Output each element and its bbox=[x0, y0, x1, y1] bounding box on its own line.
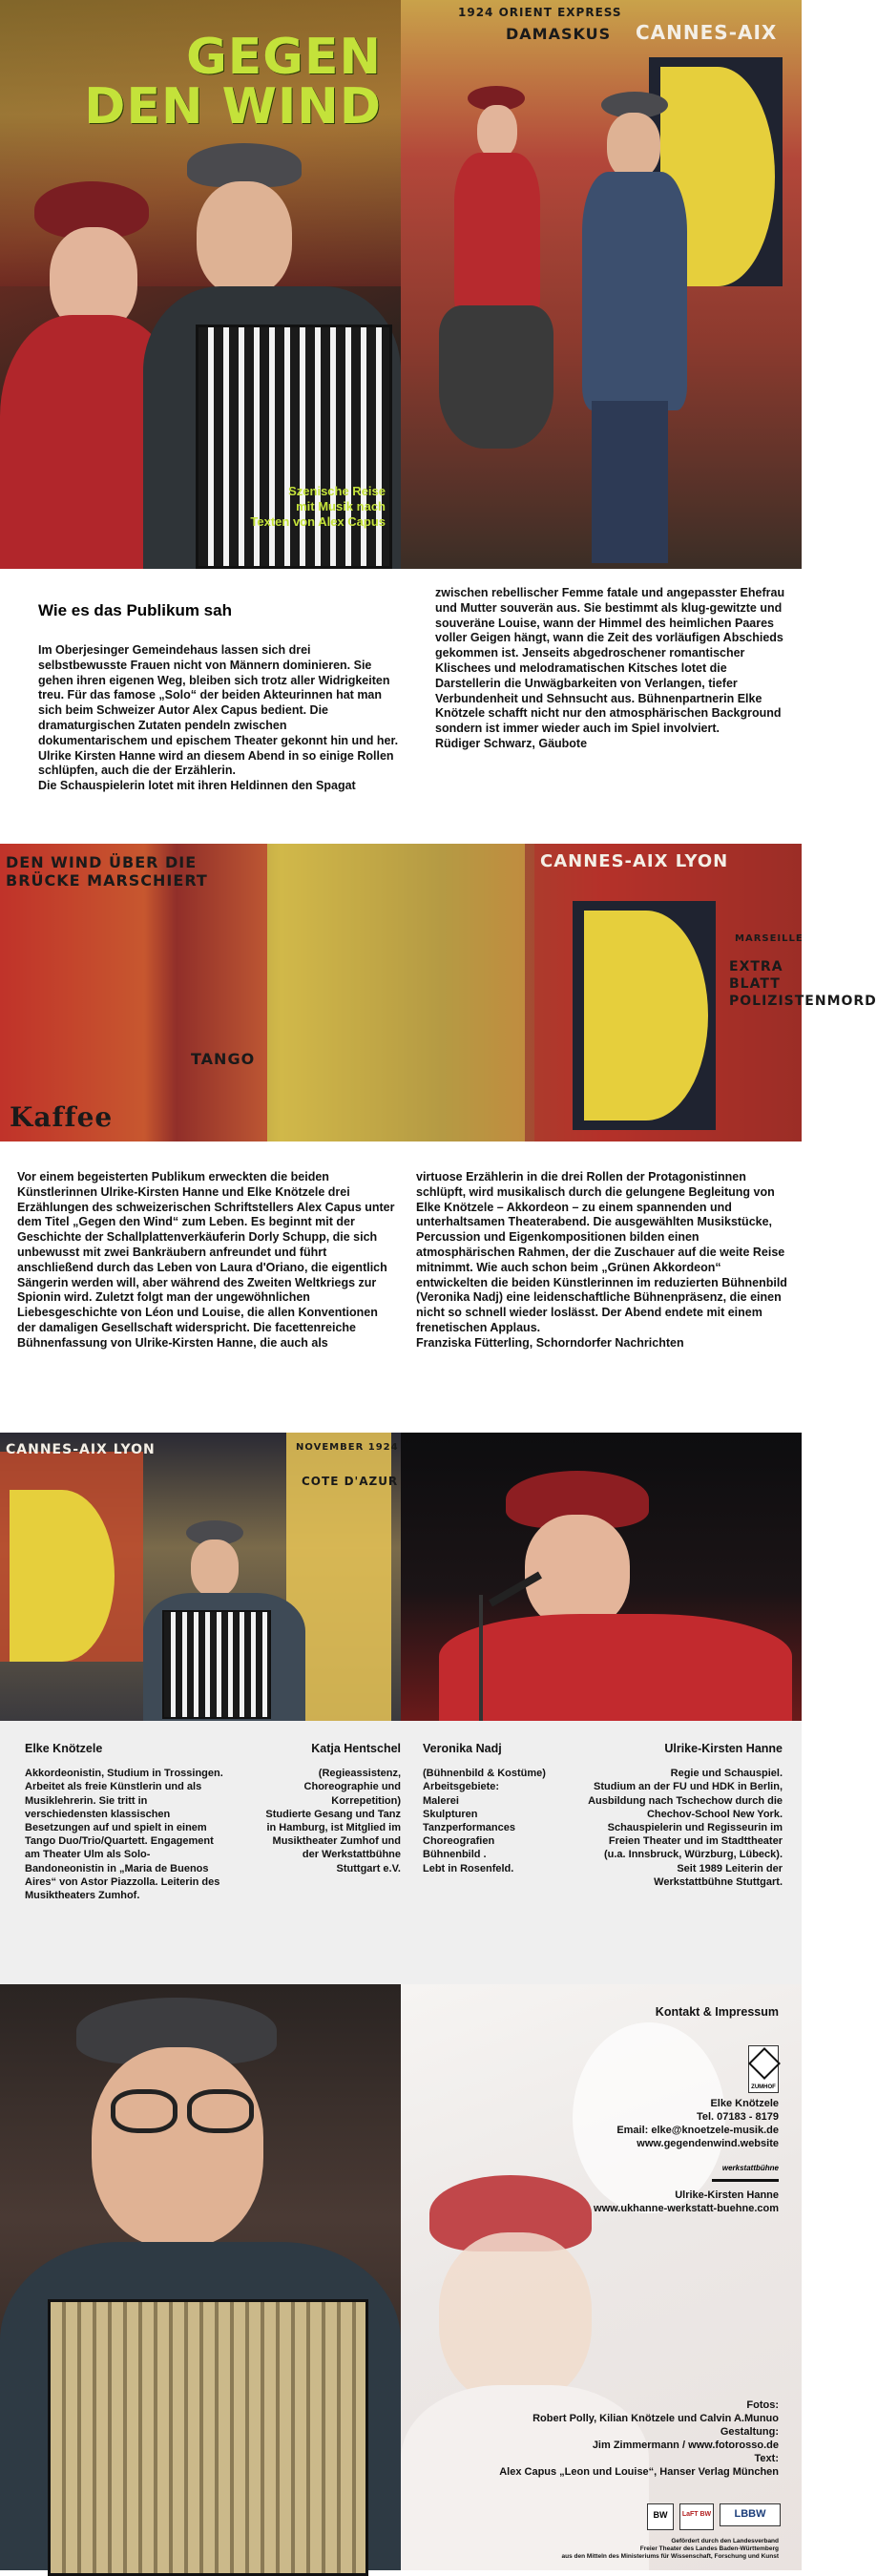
review-1-author: Rüdiger Schwarz, Gäubote bbox=[435, 736, 588, 750]
review-2-left-p1: Vor einem begeisterten Publikum erweckten die beiden Künstlerinnen Ulrike-Kirsten Hanne und Elke Knötzele drei Erzählungen des schweizerischen Schriftstellers Alex Capus unter dem Titel „Gegen den Wind“ zum Leben. Es beginnt mit der Geschichte der Schallplattenverkäuferin Dorly Schupp, die sich unbewusst mit zwei Bankräubern anfreundet und führt anschließend durch das Leben von Laura d'Oriano, die eigentlich Sängerin werden will, aber während des Zweiten Weltkriegs zur Spionin wird. Zuletzt folgt man der ungewöhnlichen Liebesgeschichte von Léon und Louise, die allen Konventionen der damaligen Gesellschaft widerspricht. Die facettenreiche Bühnenfassung von Ulrike-Kirsten Hanne, die auch als bbox=[17, 1170, 395, 1350]
review-2-left-column bbox=[17, 1170, 399, 1351]
credit-veronika-line: Malerei bbox=[423, 1794, 459, 1807]
credit-veronika-line: Skulpturen bbox=[423, 1808, 478, 1820]
sign-cannes-aix-lyon-2: CANNES-AIX LYON bbox=[6, 1442, 156, 1457]
review-2-author: Franziska Fütterling, Schorndorfer Nachrichten bbox=[416, 1335, 684, 1350]
hero-title-line2: DEN WIND bbox=[84, 78, 382, 136]
review-1-left-p1: Im Oberjesinger Gemeindehaus lassen sich drei selbstbewusste Frauen nicht von Männern dominieren. Sie gehen ihren eigenen Weg, bleiben sich trotz aller Widrigkeiten treu. Für das famose „Solo“ der beiden Akteurinnen hat man sich beim Schweizer Autor Alex Capus bedient. Die dramaturgischen Zutaten pendeln zwischen dokumentarischem und epischem Theater gekonnt hin und her. Ulrike Kirsten Hanne wird an diesem Abend in so einige Rollen schlüpfen, auch die der Erzählerin. bbox=[38, 643, 399, 778]
credit-elke-name: Elke Knötzele bbox=[25, 1742, 103, 1755]
hero-title-line1: GEGEN bbox=[186, 29, 382, 86]
credit-katja-line: Choreographie und bbox=[303, 1781, 401, 1793]
sign-cannes-aix: CANNES-AIX bbox=[636, 21, 778, 44]
impressum-sponsor-note bbox=[562, 2538, 779, 2561]
hero-title bbox=[84, 29, 382, 136]
impressum-gestaltung: Jim Zimmermann / www.fotorosso.de bbox=[592, 2440, 779, 2451]
credit-veronika-line: Bühnenbild . bbox=[423, 1849, 487, 1861]
credit-elke-line: Arbeitet als freie Künstlerin und als bbox=[25, 1781, 202, 1793]
impressum-contact-elke bbox=[616, 2097, 779, 2150]
credit-ulrike-name: Ulrike-Kirsten Hanne bbox=[664, 1742, 783, 1755]
impressum-ulrike-name: Ulrike-Kirsten Hanne bbox=[675, 2189, 779, 2201]
sign-cote-dazur: COTE D'AZUR bbox=[302, 1475, 399, 1488]
sign-november-1924: NOVEMBER 1924 bbox=[296, 1442, 399, 1453]
review-1-left-column bbox=[38, 643, 399, 794]
credit-veronika-line: (Bühnenbild & Kostüme) bbox=[423, 1768, 546, 1780]
hero-subtitle-line1: Szenische Reise bbox=[288, 484, 386, 498]
credit-veronika-name: Veronika Nadj bbox=[423, 1742, 502, 1755]
hero-subtitle bbox=[223, 484, 386, 530]
credit-katja-line: Studierte Gesang und Tanz bbox=[265, 1808, 401, 1820]
credit-ulrike-line: (u.a. Innsbruck, Würzburg, Lübeck). bbox=[603, 1849, 783, 1861]
zumhof-logo-label: ZUMHOF bbox=[751, 2084, 776, 2090]
credit-elke-line: am Theater Ulm als Solo- bbox=[25, 1849, 151, 1861]
credit-ulrike-line: Werkstattbühne Stuttgart. bbox=[654, 1875, 783, 1888]
credit-elke-line: Bandoneonistin in „Maria de Buenos bbox=[25, 1862, 209, 1874]
credit-katja bbox=[229, 1742, 401, 1875]
hero-subtitle-line2: mit Musik nach bbox=[296, 499, 386, 513]
sign-den-wind: DEN WIND ÜBER DIE BRÜCKE MARSCHIERT bbox=[6, 853, 208, 890]
hero-subtitle-line3: Texten von Alex Capus bbox=[250, 514, 386, 529]
sign-kaffee: Kaffee bbox=[10, 1101, 114, 1133]
credit-veronika-line: Tanzperformances bbox=[423, 1822, 515, 1834]
laft-logo bbox=[679, 2503, 714, 2530]
impressum-heading bbox=[656, 2005, 779, 2019]
lbbw-logo-label: LBBW bbox=[734, 2508, 766, 2520]
zumhof-logo bbox=[748, 2045, 779, 2093]
credit-ulrike-line: Chechov-School New York. bbox=[646, 1808, 783, 1820]
credit-elke-line: Besetzungen auf und spielt in einem bbox=[25, 1822, 207, 1834]
credit-elke-line: Musiktheaters Zumhof. bbox=[25, 1890, 140, 1902]
bw-state-logo bbox=[647, 2503, 674, 2530]
impressum-text-source: Alex Capus „Leon und Louise“, Hanser Verlag München bbox=[499, 2466, 779, 2478]
impressum-elke-phone: Tel. 07183 - 8179 bbox=[696, 2111, 779, 2123]
review-2 bbox=[0, 1141, 802, 1433]
credit-katja-name: Katja Hentschel bbox=[311, 1742, 401, 1755]
impressum-fotos-label: Fotos: bbox=[746, 2399, 779, 2411]
credit-ulrike-line: Schauspielerin und Regisseurin im bbox=[607, 1822, 783, 1834]
laft-logo-label: LaFT BW bbox=[681, 2511, 712, 2518]
review-1-right-p1: zwischen rebellischer Femme fatale und angepasster Ehefrau und Mutter souverän aus. Sie bestimmt als klug-gewitzte und souveräne Louise, wann der Himmel des heimlichen Paares voller Geigen hängt, wann die Zeit des vorläufigen Abschieds gekommen ist. Jenseits abgedroschener romantischer Klischees und melodramatischen Kitsches lotet die Darstellerin die Unwägbarkeiten von Verlangen, tiefer Verbundenheit und Sehnsucht aus. Bühnenpartnerin Elke Knötzele schafft nicht nur den atmosphärischen Background sondern ist immer wieder auch im Spiel involviert. bbox=[435, 586, 785, 736]
credit-veronika-line: Arbeitsgebiete: bbox=[423, 1781, 500, 1793]
hero-photo-right bbox=[401, 0, 802, 569]
sign-tango: TANGO bbox=[191, 1050, 256, 1068]
impressum-website-link[interactable]: www.gegendenwind.website bbox=[637, 2138, 779, 2149]
impressum-elke-name: Elke Knötzele bbox=[710, 2098, 779, 2109]
werkstattbuehne-logo-label: werkstattbühne bbox=[721, 2164, 779, 2172]
sign-damaskus: DAMASKUS bbox=[506, 25, 612, 43]
sponsor-line: aus den Mitteln des Ministeriums für Wissenschaft, Forschung und Kunst bbox=[561, 2553, 779, 2560]
credit-elke-line: Aires“ von Astor Piazzolla. Leiterin des bbox=[25, 1875, 220, 1888]
review-1 bbox=[0, 569, 802, 844]
sign-extra-blatt: EXTRA BLATT POLIZISTENMORD bbox=[729, 959, 877, 1009]
impressum-contact-ulrike bbox=[594, 2189, 779, 2215]
credit-elke-line: Musiklehrerin. Sie tritt in bbox=[25, 1794, 148, 1807]
photo-accordion-player bbox=[0, 1433, 401, 1721]
credit-ulrike bbox=[542, 1742, 783, 1889]
credit-ulrike-line: Ausbildung nach Tschechow durch die bbox=[588, 1794, 783, 1807]
credit-ulrike-line: Studium an der FU und HDK in Berlin, bbox=[594, 1781, 783, 1793]
sponsor-line: Gefördert durch den Landesverband bbox=[671, 2538, 779, 2545]
impressum-fotos: Robert Polly, Kilian Knötzele und Calvin A.Munuo bbox=[532, 2413, 779, 2424]
sponsor-line: Freier Theater des Landes Baden-Württemberg bbox=[639, 2545, 779, 2552]
credit-ulrike-line: Freien Theater und im Stadttheater bbox=[608, 1835, 783, 1848]
credit-ulrike-line: Seit 1989 Leiterin der bbox=[677, 1862, 783, 1874]
review-2-right-p1: virtuose Erzählerin in die drei Rollen der Protagonistinnen schlüpft, wird musikalisch durch die gelungene Begleitung von Elke Knötzele – Akkordeon – zu einem spannenden und unterhaltsamen Theaterabend. Die ausgewählten Musikstücke, Percussion und Eigenkompositionen bilden einen atmosphärischen Rahmen, der die Zuschauer auf die weite Reise mitnimmt. Wie auch schon beim „Grünen Akkordeon“ entwickelten die beiden Künstlerinnen im reduzierten Bühnenbild (Veronika Nadj) eine leidenschaftliche Bühnenpräsenz, die einen nicht so schnell wieder loslässt. Der Abend endete mit einem frenetischen Applaus. bbox=[416, 1170, 787, 1334]
photo-singer bbox=[401, 1433, 802, 1721]
credits-section bbox=[0, 1721, 802, 1984]
credit-katja-line: der Werkstattbühne bbox=[302, 1849, 401, 1861]
lbbw-logo bbox=[720, 2503, 781, 2526]
credit-veronika-line: Lebt in Rosenfeld. bbox=[423, 1862, 514, 1874]
bw-logo-label: BW bbox=[653, 2510, 668, 2520]
photo-accordion-closeup bbox=[0, 1984, 401, 2570]
impressum-text-label: Text: bbox=[754, 2453, 779, 2464]
impressum-gestaltung-label: Gestaltung: bbox=[720, 2426, 779, 2438]
sign-orient-express: 1924 ORIENT EXPRESS bbox=[458, 6, 622, 19]
credit-katja-line: Musiktheater Zumhof und bbox=[272, 1835, 401, 1848]
credit-ulrike-line: Regie und Schauspiel. bbox=[670, 1768, 783, 1780]
impressum-title: Kontakt & Impressum bbox=[655, 2005, 779, 2019]
credit-elke-line: Tango Duo/Trio/Quartett. Engagement bbox=[25, 1835, 214, 1848]
credit-katja-line: (Regieassistenz, bbox=[318, 1768, 401, 1780]
credit-katja-line: in Hamburg, ist Mitglied im bbox=[266, 1822, 401, 1834]
review-2-right-column bbox=[416, 1170, 790, 1351]
credit-elke-line: verschiedensten klassischen bbox=[25, 1808, 171, 1820]
credit-elke bbox=[25, 1742, 254, 1902]
impressum-ulrike-website-link[interactable]: www.ukhanne-werkstatt-buehne.com bbox=[594, 2203, 779, 2214]
review-1-left-p2: Die Schauspielerin lotet mit ihren Heldinnen den Spagat bbox=[38, 779, 356, 793]
credit-elke-line: Akkordeonistin, Studium in Trossingen. bbox=[25, 1768, 223, 1780]
impressum-panel bbox=[401, 1984, 802, 2570]
impressum-elke-email[interactable]: Email: elke@knoetzele-musik.de bbox=[616, 2125, 779, 2136]
credit-veronika-line: Choreografien bbox=[423, 1835, 495, 1848]
impressum-credits bbox=[499, 2398, 779, 2479]
credit-katja-line: Korrepetition) bbox=[331, 1794, 401, 1807]
hero-photo bbox=[0, 0, 802, 569]
sign-marseille: MARSEILLE bbox=[735, 933, 804, 944]
credit-katja-line: Stuttgart e.V. bbox=[336, 1862, 401, 1874]
review-1-right-column bbox=[435, 586, 790, 752]
sign-cannes-aix-lyon: CANNES-AIX LYON bbox=[540, 851, 729, 871]
werkstattbuehne-logo bbox=[712, 2164, 779, 2182]
set-painting-photo bbox=[0, 844, 877, 1141]
review-heading: Wie es das Publikum sah bbox=[38, 601, 232, 619]
